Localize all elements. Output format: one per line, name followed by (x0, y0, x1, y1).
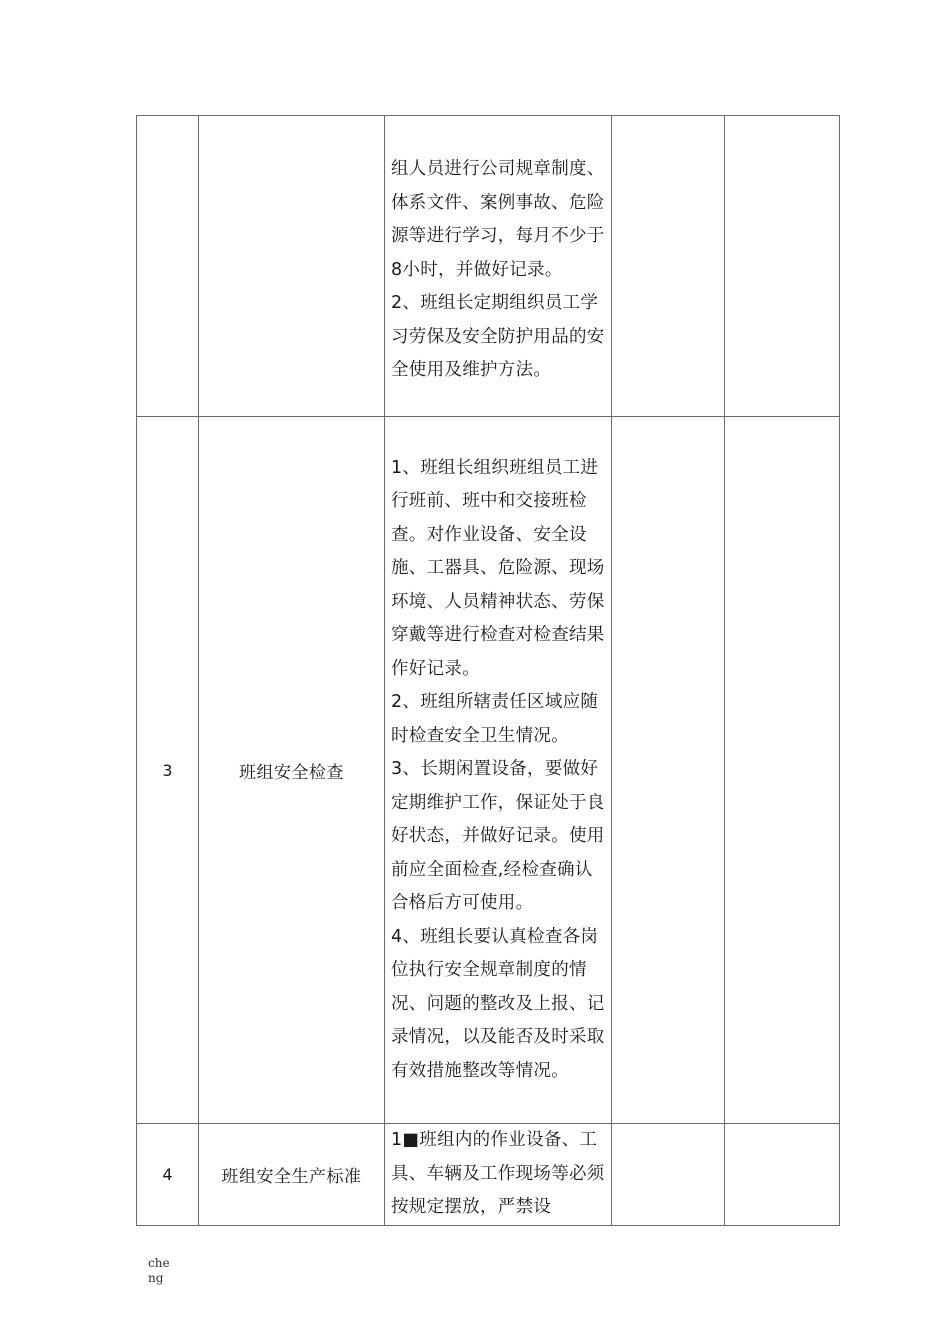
row-content (385, 1124, 612, 1226)
row-content (385, 116, 612, 417)
row-col4 (612, 1124, 725, 1226)
table-row (137, 417, 840, 1124)
row-number (137, 116, 199, 417)
row-item: 班组安全检查 (199, 417, 385, 1124)
row-col4 (612, 417, 725, 1124)
row-item (199, 116, 385, 417)
row-item: 班组安全生产标准 (199, 1124, 385, 1226)
row-col5 (725, 417, 840, 1124)
row-col5 (725, 116, 840, 417)
table-row (137, 1124, 840, 1226)
content-paragraph: 1■班组内的作业设备、工具、车辆及工作现场等必须按规定摆放，严禁设 (391, 1130, 605, 1217)
row-col4 (612, 116, 725, 417)
row-number: 3 (137, 417, 199, 1124)
page-footer (148, 1256, 170, 1286)
content-paragraph: 组人员进行公司规章制度、体系文件、案例事故、危险源等进行学习，每月不少于8小时，并做好记录。 (391, 159, 605, 280)
row-number: 4 (137, 1124, 199, 1226)
content-paragraph: 2、班组长定期组织员工学习劳保及安全防护用品的安全使用及维护方法。 (391, 293, 605, 380)
document-table (136, 115, 840, 1226)
content-paragraph: 4、班组长要认真检查各岗位执行安全规章制度的情况、问题的整改及上报、记录情况，以及能否及时采取有效措施整改等情况。 (391, 926, 605, 1081)
content-paragraph: 2、班组所辖责任区域应随时检查安全卫生情况。 (391, 692, 599, 746)
row-content (385, 417, 612, 1124)
table-row (137, 116, 840, 417)
row-col5 (725, 1124, 840, 1226)
footer-line: ng (148, 1271, 164, 1285)
content-paragraph: 3、长期闲置设备，要做好定期维护工作，保证处于良好状态，并做好记录。使用前应全面检查,经检查确认合格后方可使用。 (391, 759, 605, 914)
content-paragraph: 1、班组长组织班组员工进行班前、班中和交接班检查。对作业设备、安全设施、工器具、危险源、现场环境、人员精神状态、劳保穿戴等进行检查对检查结果作好记录。 (391, 457, 605, 679)
footer-line: che (148, 1256, 170, 1270)
